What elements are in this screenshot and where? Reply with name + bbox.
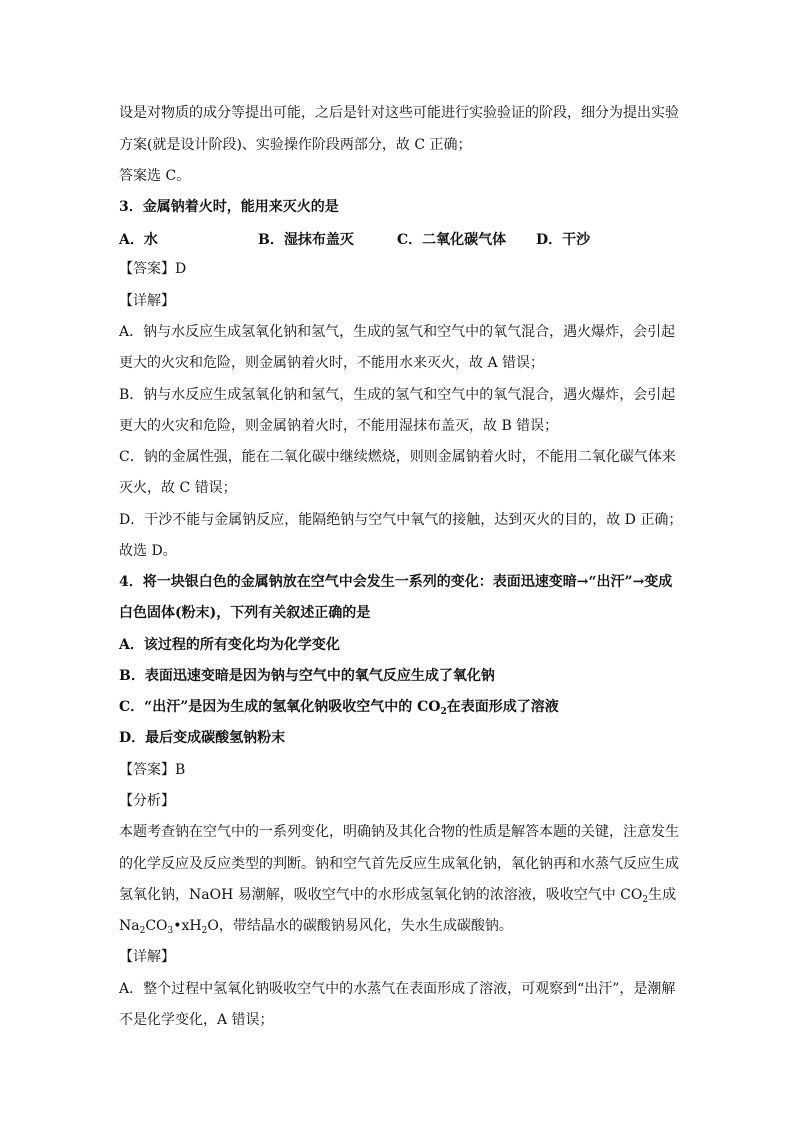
text-line: 答案选 C。 <box>119 168 191 184</box>
question-3-title: 3．金属钠着火时，能用来灭火的是 <box>119 199 339 215</box>
option-b: B．湿抹布盖灭 <box>258 232 354 248</box>
text-line: 本题考查钠在空气中的一系列变化，明确钠及其化合物的性质是解答本题的关键，注意发生 <box>119 824 679 840</box>
detail-label: 【详解】 <box>119 949 175 965</box>
text-line: D．干沙不能与金属钠反应，能隔绝钠与空气中氧气的接触，达到灭火的目的，故 D 正确； <box>119 512 683 528</box>
answer-label: 【答案】D <box>119 261 187 277</box>
question-4-title: 4．将一块银白色的金属钠放在空气中会发生一系列的变化：表面迅速变暗→“出汗”→变成 <box>119 574 673 590</box>
text-line: $Na_2CO_3•xH_2O$，带结晶水的碳酸钠易风化，失水生成碳酸钠。 <box>119 918 513 936</box>
option-d: D．干沙 <box>536 232 591 248</box>
q4-option-d: D．最后变成碳酸氢钠粉末 <box>119 730 286 746</box>
text-line: B．钠与水反应生成氢氧化钠和氢气，生成的氢气和空气中的氧气混合，遇火爆炸，会引起 <box>119 387 676 403</box>
text-line: 的化学反应及反应类型的判断。钠和空气首先反应生成氧化钠，氧化钠再和水蒸气反应生成 <box>119 856 679 872</box>
question-4-title-cont: 白色固体(粉末)，下列有关叙述正确的是 <box>119 605 371 621</box>
q4-option-a: A．该过程的所有变化均为化学变化 <box>119 637 340 653</box>
text-line: 不是化学变化，A 错误； <box>119 1012 274 1028</box>
text-line: A．整个过程中氢氧化钠吸收空气中的水蒸气在表面形成了溶液，可观察到“出汗”，是潮解 <box>119 981 676 997</box>
text-line: 氢氧化钠，NaOH 易潮解，吸收空气中的水形成氢氧化钠的浓溶液，吸收空气中 $CO_2$生成 <box>119 887 677 905</box>
text-line: 更大的火灾和危险，则金属钠着火时，不能用水来灭火，故 A 错误； <box>119 355 545 371</box>
detail-label: 【详解】 <box>119 293 175 309</box>
option-c: C．二氧化碳气体 <box>397 232 507 248</box>
answer-label: 【答案】B <box>119 762 186 778</box>
text-line: C．钠的金属性强，能在二氧化碳中继续燃烧，则则金属钠着火时，不能用二氧化碳气体来 <box>119 449 676 465</box>
text-line: 方案(就是设计阶段)、实验操作阶段两部分，故 C 正确； <box>119 137 472 153</box>
text-line: 故选 D。 <box>119 543 177 559</box>
text-line: 灭火，故 C 错误； <box>119 480 237 496</box>
q4-option-b: B．表面迅速变暗是因为钠与空气中的氧气反应生成了氧化钠 <box>119 668 495 684</box>
text-line: 更大的火灾和危险，则金属钠着火时，不能用湿抹布盖灭，故 B 错误； <box>119 418 559 434</box>
question-3-options <box>119 229 679 247</box>
text-line: A．钠与水反应生成氢氧化钠和氢气，生成的氢气和空气中的氧气混合，遇火爆炸，会引起 <box>119 324 676 340</box>
text-line: 设是对物质的成分等提出可能，之后是针对这些可能进行实验验证的阶段，细分为提出实验 <box>119 105 679 121</box>
option-a: A．水 <box>119 232 158 248</box>
analysis-label: 【分析】 <box>119 793 175 809</box>
q4-option-c: C．“出汗”是因为生成的氢氧化钠吸收空气中的 $CO_2$在表面形成了溶液 <box>119 699 559 717</box>
